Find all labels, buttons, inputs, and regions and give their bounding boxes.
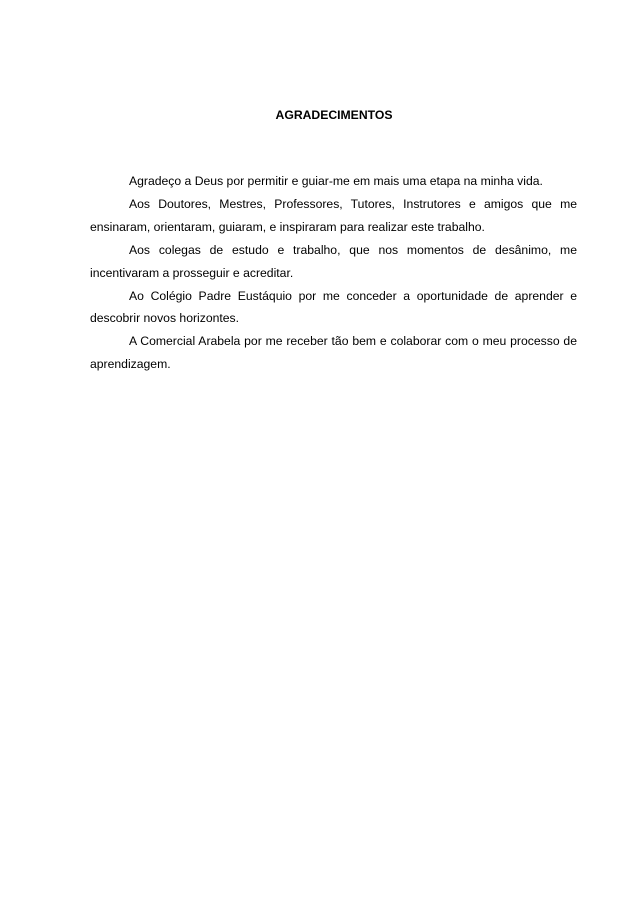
- paragraph-doutores: Aos Doutores, Mestres, Professores, Tutores, Instrutores e amigos que me ensinaram, orientaram, guiaram, e inspiraram para realizar este trabalho.: [90, 196, 577, 234]
- acknowledgements-body: [90, 170, 577, 376]
- paragraph-colegas: Aos colegas de estudo e trabalho, que nos momentos de desânimo, me incentivaram a prosseguir e acreditar.: [90, 242, 577, 280]
- paragraph-colegio: Ao Colégio Padre Eustáquio por me conceder a oportunidade de aprender e descobrir novos horizontes.: [90, 288, 577, 326]
- paragraph-deus: Agradeço a Deus por permitir e guiar-me em mais uma etapa na minha vida.: [129, 174, 543, 188]
- paragraph-comercial: A Comercial Arabela por me receber tão bem e colaborar com o meu processo de aprendizagem.: [90, 334, 577, 372]
- page-title: AGRADECIMENTOS: [275, 108, 393, 122]
